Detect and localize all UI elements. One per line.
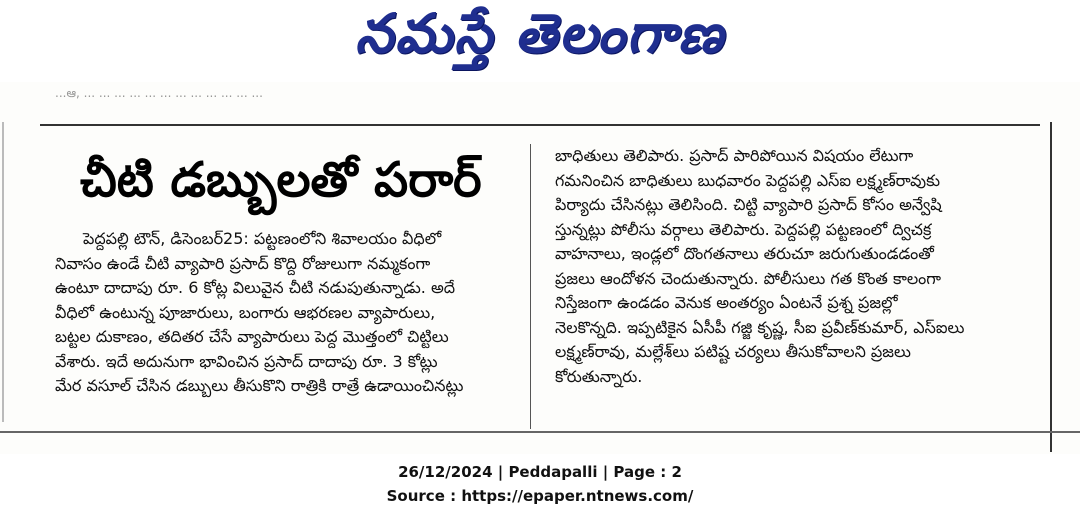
article-line: బాధితులు తెలిపారు. ప్రసాద్ పారిపోయిన విషయం లేటుగా [555,146,914,165]
source-footer [0,460,1080,508]
article-line: వేశారు. ఇదే అదునుగా భావించిన ప్రసాద్ దాదాపు రూ. 3 కోట్లు [55,351,438,371]
article-line: వీధిలో ఉంటున్న పూజారులు, బంగారు ఆభరణల వ్యాపారులు, [55,302,436,322]
article-column-right [555,144,1040,389]
masthead-title: నమస్తే తెలంగాణ [355,1,725,65]
source-link[interactable]: Source : https://epaper.ntnews.com/ [386,487,694,505]
edition-info: 26/12/2024 | Peddapalli | Page : 2 [398,463,682,481]
right-edge-line [1050,122,1052,452]
article-line: స్తున్నట్లు పోలీసు వర్గాలు తెలిపారు. పెద్దపల్లి పట్టణంలో ద్విచక్ర [555,219,932,239]
article-line: పిర్యాదు చేసినట్లు తెలిసింది. చిట్టి వ్యాపారి ప్రసాద్ కోసం అన్వేషి [555,195,942,214]
article-line: లక్ష్మణ్‌రావు, మల్లేశ్‌లు పటిష్ట చర్యలు తీసుకోవాలని ప్రజలు [555,342,911,361]
article-line: నెలకొన్నది. ఇప్పటికైన ఏసీపీ గజ్జి కృష్ణ, సీఐ ప్రవీణ్‌కుమార్, ఎస్ఐలు [555,317,965,337]
article-line: ఉంటూ దాదాపు రూ. 6 కోట్ల విలువైన చీటి నడుపుతున్నాడు. అదే [55,278,456,297]
article-column-left [55,227,523,399]
article-headline: చీటి డబ్బులతో పరార్ [80,152,482,208]
bottom-divider [0,431,1080,433]
article-line: గమనించిన బాధితులు బుధవారం పెద్దపల్లి ఎస్ఐ లక్ష్మణ్‌రావుకు [555,170,941,190]
article-clipping [0,82,1080,454]
newspaper-masthead [0,0,1080,80]
column-divider [530,144,531,429]
article-line: కోరుతున్నారు. [555,366,643,386]
article-line: మేర వసూల్ చేసిన డబ్బులు తీసుకొని రాత్రికి రాత్రే ఉడాయించినట్లు [55,376,464,395]
article-line: బట్టల దుకాణం, తదితర చేసే వ్యాపారులు పెద్ద మొత్తంలో చిట్టిలు [55,327,449,346]
article-line: వాహనాలు, ఇండ్లలో దొంగతనాలు తరుచూ జరుగుతుండడంతో [555,244,934,263]
article-line: నిస్తేజంగా ఉండడం వెనుక అంతర్యం ఏంటనే ప్రశ్న ప్రజల్లో [555,293,898,312]
cropped-previous-text: ...ఆ, ... ... ... ... ... ... ... ... ... ... ... ... [55,86,263,100]
top-divider [40,124,1040,126]
left-edge-line [2,122,4,422]
article-line: ప్రజలు ఆందోళన చెందుతున్నారు. పోలీసులు గత కొంత కాలంగా [555,268,942,288]
article-line: పెద్దపల్లి టౌన్, డిసెంబర్25: పట్టణంలోని శివాలయం వీధిలో [83,229,442,248]
article-line: నివాసం ఉండే చీటి వ్యాపారి ప్రసాద్ కొద్ది రోజులుగా నమ్మకంగా [55,253,431,273]
